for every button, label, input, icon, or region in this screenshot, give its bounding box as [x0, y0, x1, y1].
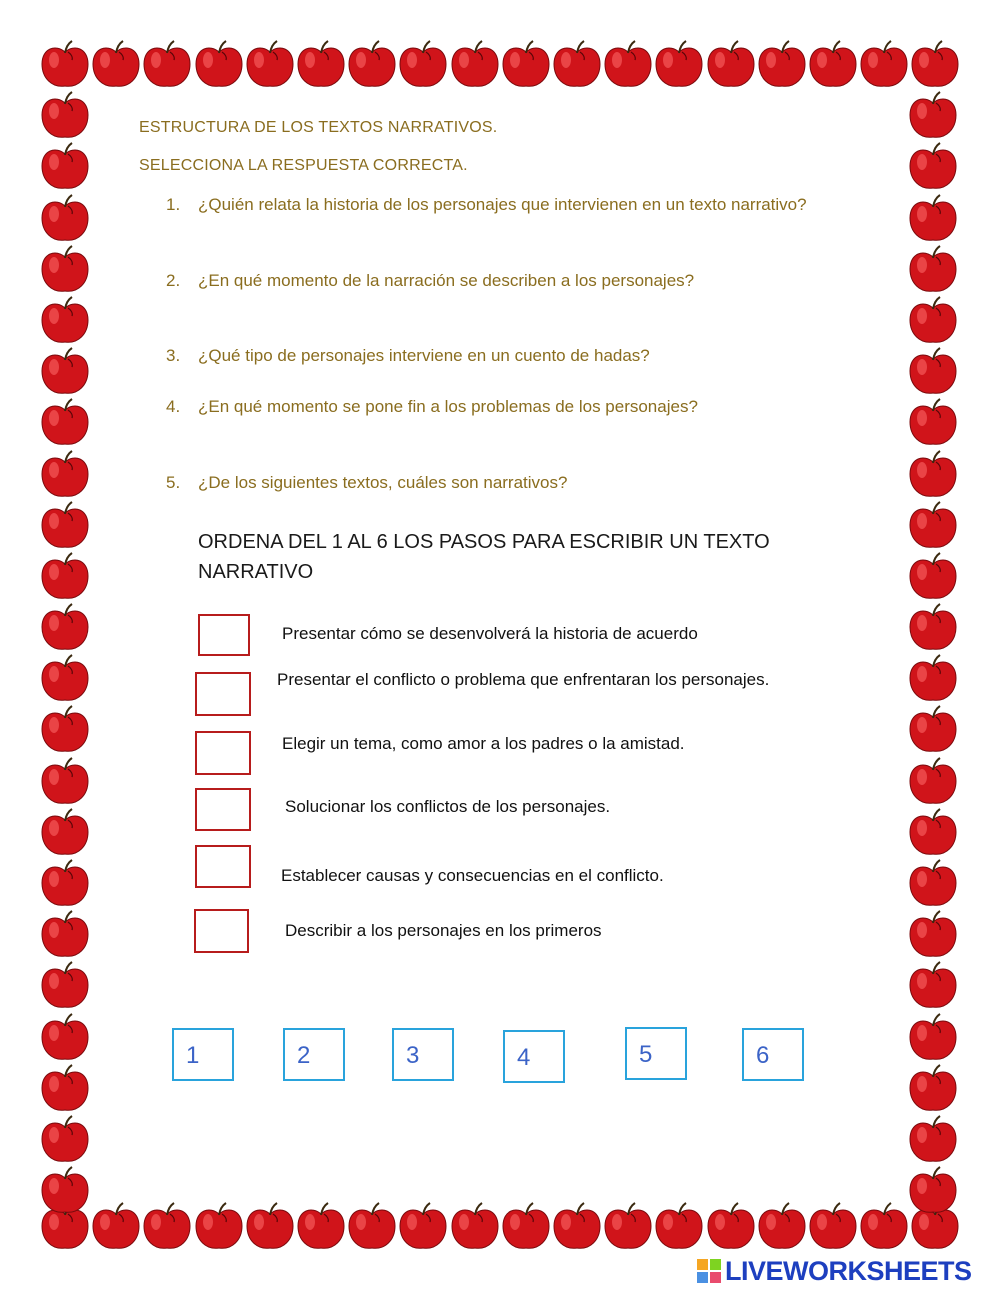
- number-tile-6[interactable]: [742, 1028, 804, 1081]
- apple-icon: [906, 652, 960, 706]
- question-3: [166, 343, 846, 369]
- apple-icon: [906, 294, 960, 348]
- apple-icon: [906, 396, 960, 450]
- apple-icon: [906, 140, 960, 194]
- step-text-6: Describir a los personajes en los primeros: [285, 921, 602, 940]
- number-tile-5[interactable]: [625, 1027, 687, 1080]
- apple-icon: [550, 1200, 604, 1254]
- apple-icon: [192, 38, 246, 92]
- logo-blocks-icon: [697, 1259, 721, 1283]
- apple-icon: [38, 89, 92, 143]
- apple-icon: [601, 38, 655, 92]
- apple-icon: [396, 1200, 450, 1254]
- apple-icon: [38, 396, 92, 450]
- apple-icon: [499, 1200, 553, 1254]
- question-4: [166, 394, 846, 420]
- apple-icon: [704, 1200, 758, 1254]
- question-5: [166, 470, 846, 496]
- apple-icon: [38, 1011, 92, 1065]
- apple-icon: [906, 192, 960, 246]
- apple-icon: [755, 38, 809, 92]
- apple-icon: [906, 857, 960, 911]
- question-text: ¿Quién relata la historia de los personajes que intervienen en un texto narrativo?: [198, 195, 807, 214]
- apple-icon: [906, 1164, 960, 1218]
- number-tile-label: 2: [297, 1042, 311, 1069]
- question-number: 1.: [166, 195, 181, 214]
- apple-icon: [38, 857, 92, 911]
- apple-icon: [38, 1164, 92, 1218]
- apple-icon: [448, 38, 502, 92]
- apple-icon: [89, 38, 143, 92]
- apple-icon: [906, 448, 960, 502]
- apple-icon: [755, 1200, 809, 1254]
- step-answer-box-2[interactable]: [195, 672, 251, 716]
- apple-icon: [652, 38, 706, 92]
- step-answer-box-3[interactable]: [195, 731, 251, 775]
- number-tile-label: 4: [517, 1044, 531, 1071]
- question-1: [166, 192, 846, 218]
- apple-icon: [38, 755, 92, 809]
- number-tile-label: 5: [639, 1041, 653, 1068]
- liveworksheets-logo: [697, 1253, 997, 1289]
- apple-icon: [806, 1200, 860, 1254]
- apple-icon: [140, 38, 194, 92]
- apple-icon: [499, 38, 553, 92]
- apple-icon: [906, 1011, 960, 1065]
- step-text-1: Presentar cómo se desenvolverá la historia de acuerdo: [282, 624, 698, 643]
- step-answer-box-4[interactable]: [195, 788, 251, 831]
- question-text: ¿De los siguientes textos, cuáles son narrativos?: [198, 473, 568, 492]
- number-tile-2[interactable]: [283, 1028, 345, 1081]
- apple-icon: [906, 89, 960, 143]
- apple-icon: [396, 38, 450, 92]
- apple-icon: [38, 294, 92, 348]
- number-tile-1[interactable]: [172, 1028, 234, 1081]
- apple-icon: [906, 243, 960, 297]
- apple-icon: [38, 1113, 92, 1167]
- apple-icon: [38, 550, 92, 604]
- apple-icon: [857, 38, 911, 92]
- apple-icon: [38, 703, 92, 757]
- question-text: ¿En qué momento se pone fin a los problemas de los personajes?: [198, 397, 698, 416]
- number-tile-3[interactable]: [392, 1028, 454, 1081]
- order-section-title: ORDENA DEL 1 AL 6 LOS PASOS PARA ESCRIBIR UN TEXTO NARRATIVO: [198, 531, 770, 583]
- apple-icon: [857, 1200, 911, 1254]
- apple-icon: [601, 1200, 655, 1254]
- apple-icon: [448, 1200, 502, 1254]
- apple-icon: [294, 38, 348, 92]
- apple-icon: [192, 1200, 246, 1254]
- step-text-3: Elegir un tema, como amor a los padres o la amistad.: [282, 734, 685, 753]
- apple-icon: [345, 1200, 399, 1254]
- apple-icon: [243, 38, 297, 92]
- apple-icon: [38, 192, 92, 246]
- apple-icon: [38, 499, 92, 553]
- question-text: ¿Qué tipo de personajes interviene en un cuento de hadas?: [198, 346, 650, 365]
- apple-icon: [38, 140, 92, 194]
- apple-icon: [806, 38, 860, 92]
- apple-icon: [906, 499, 960, 553]
- apple-icon: [38, 652, 92, 706]
- apple-icon: [906, 703, 960, 757]
- number-tile-label: 1: [186, 1042, 200, 1069]
- apple-icon: [652, 1200, 706, 1254]
- apple-icon: [294, 1200, 348, 1254]
- question-number: 4.: [166, 397, 181, 416]
- apple-icon: [38, 908, 92, 962]
- step-answer-box-1[interactable]: [198, 614, 250, 656]
- apple-icon: [906, 1062, 960, 1116]
- apple-icon: [906, 959, 960, 1013]
- apple-icon: [140, 1200, 194, 1254]
- number-tile-label: 3: [406, 1042, 420, 1069]
- step-text-2: Presentar el conflicto o problema que enfrentaran los personajes.: [277, 670, 770, 689]
- apple-icon: [906, 806, 960, 860]
- worksheet-title: ESTRUCTURA DE LOS TEXTOS NARRATIVOS.: [139, 119, 498, 136]
- apple-icon: [89, 1200, 143, 1254]
- apple-icon: [243, 1200, 297, 1254]
- number-tile-4[interactable]: [503, 1030, 565, 1083]
- apple-icon: [906, 1113, 960, 1167]
- apple-icon: [345, 38, 399, 92]
- number-tile-label: 6: [756, 1042, 770, 1069]
- apple-icon: [906, 550, 960, 604]
- step-answer-box-5[interactable]: [195, 845, 251, 888]
- worksheet-instruction: SELECCIONA LA RESPUESTA CORRECTA.: [139, 157, 468, 174]
- apple-icon: [38, 1062, 92, 1116]
- apple-icon: [906, 601, 960, 655]
- apple-icon: [906, 755, 960, 809]
- step-answer-box-6[interactable]: [194, 909, 249, 953]
- question-2: [166, 268, 846, 294]
- step-text-4: Solucionar los conflictos de los personajes.: [285, 797, 611, 816]
- apple-icon: [550, 38, 604, 92]
- apple-icon: [906, 345, 960, 399]
- apple-icon: [38, 243, 92, 297]
- logo-text: LIVEWORKSHEETS: [725, 1256, 972, 1286]
- apple-icon: [38, 448, 92, 502]
- apple-icon: [38, 38, 92, 92]
- apple-icon: [38, 806, 92, 860]
- question-text: ¿En qué momento de la narración se describen a los personajes?: [198, 271, 695, 290]
- apple-icon: [906, 908, 960, 962]
- question-number: 5.: [166, 473, 181, 492]
- question-number: 3.: [166, 346, 181, 365]
- question-number: 2.: [166, 271, 181, 290]
- apple-icon: [38, 601, 92, 655]
- step-text-5: Establecer causas y consecuencias en el conflicto.: [281, 866, 664, 885]
- apple-icon: [38, 345, 92, 399]
- apple-icon: [908, 38, 962, 92]
- apple-icon: [38, 959, 92, 1013]
- apple-icon: [704, 38, 758, 92]
